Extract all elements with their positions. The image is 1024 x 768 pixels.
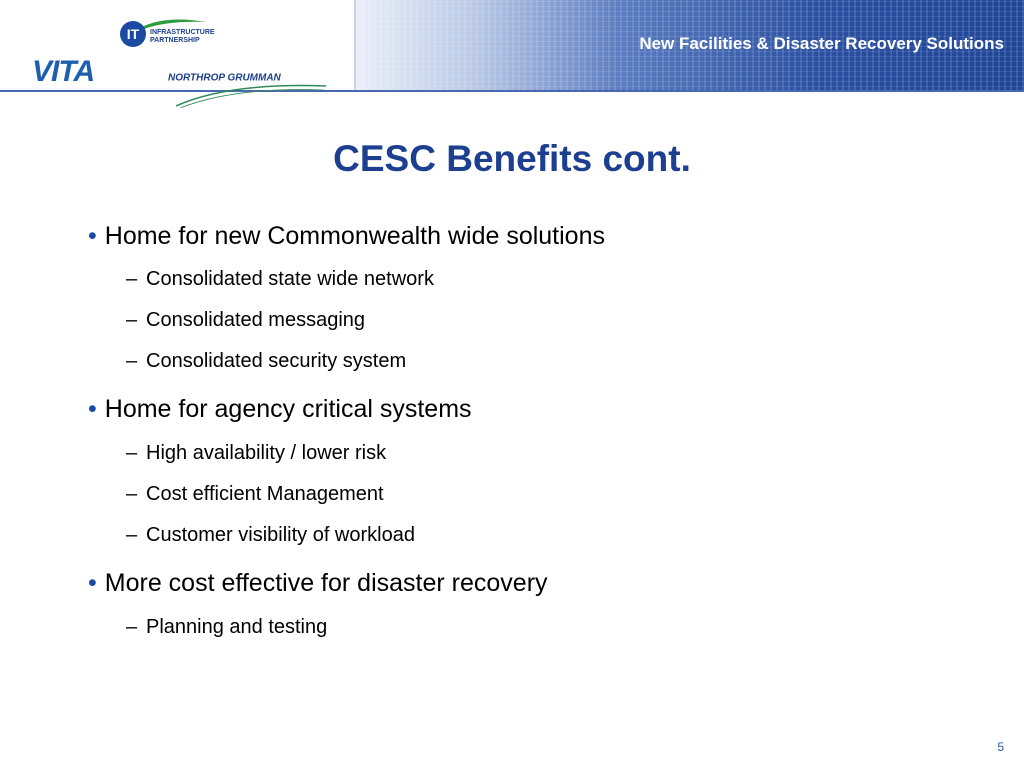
slide-header — [0, 0, 1024, 92]
sub-bullet-glyph: – — [126, 483, 138, 505]
sub-bullet-text: Consolidated state wide network — [146, 268, 434, 290]
sub-bullet-item — [126, 350, 406, 373]
bullet-item — [88, 569, 548, 598]
northrop-grumman-text: NORTHROP GRUMMAN — [168, 72, 281, 84]
bullet-glyph: • — [88, 395, 97, 423]
it-logo-text: INFRASTRUCTURE PARTNERSHIP — [150, 29, 215, 44]
sub-bullet-glyph: – — [126, 442, 138, 464]
sub-bullet-glyph: – — [126, 268, 138, 290]
northrop-grumman-logo — [166, 72, 326, 110]
sub-bullet-item — [126, 268, 434, 291]
bullet-glyph: • — [88, 222, 97, 250]
sub-bullet-item — [126, 616, 327, 639]
bullet-glyph: • — [88, 569, 97, 597]
sub-bullet-glyph: – — [126, 350, 138, 372]
bullet-item — [88, 222, 605, 251]
bullet-text: Home for agency critical systems — [104, 395, 472, 423]
sub-bullet-text: Planning and testing — [146, 616, 328, 638]
sub-bullet-glyph: – — [126, 524, 138, 546]
header-title: New Facilities & Disaster Recovery Solutions — [639, 34, 1004, 53]
vita-logo: VITA — [32, 55, 95, 88]
sub-bullet-item — [126, 483, 384, 506]
header-rule — [0, 90, 1024, 92]
bullet-text: Home for new Commonwealth wide solutions — [104, 222, 605, 250]
swoosh-icon — [176, 82, 326, 108]
page-number: 5 — [997, 740, 1004, 754]
sub-bullet-text: High availability / lower risk — [146, 442, 387, 464]
bullet-text: More cost effective for disaster recovery — [104, 569, 548, 597]
sub-bullet-item — [126, 309, 365, 332]
bullet-item — [88, 395, 472, 424]
sub-bullet-glyph: – — [126, 616, 138, 638]
it-partnership-logo — [120, 18, 230, 52]
sub-bullet-item — [126, 442, 386, 465]
sub-bullet-text: Consolidated messaging — [146, 309, 366, 331]
sub-bullet-text: Consolidated security system — [146, 350, 407, 372]
slide-title: CESC Benefits cont. — [333, 138, 691, 179]
sub-bullet-text: Cost efficient Management — [146, 483, 384, 505]
sub-bullet-glyph: – — [126, 309, 138, 331]
sub-bullet-item — [126, 524, 415, 547]
it-mark: IT — [120, 21, 146, 47]
sub-bullet-text: Customer visibility of workload — [146, 524, 415, 546]
